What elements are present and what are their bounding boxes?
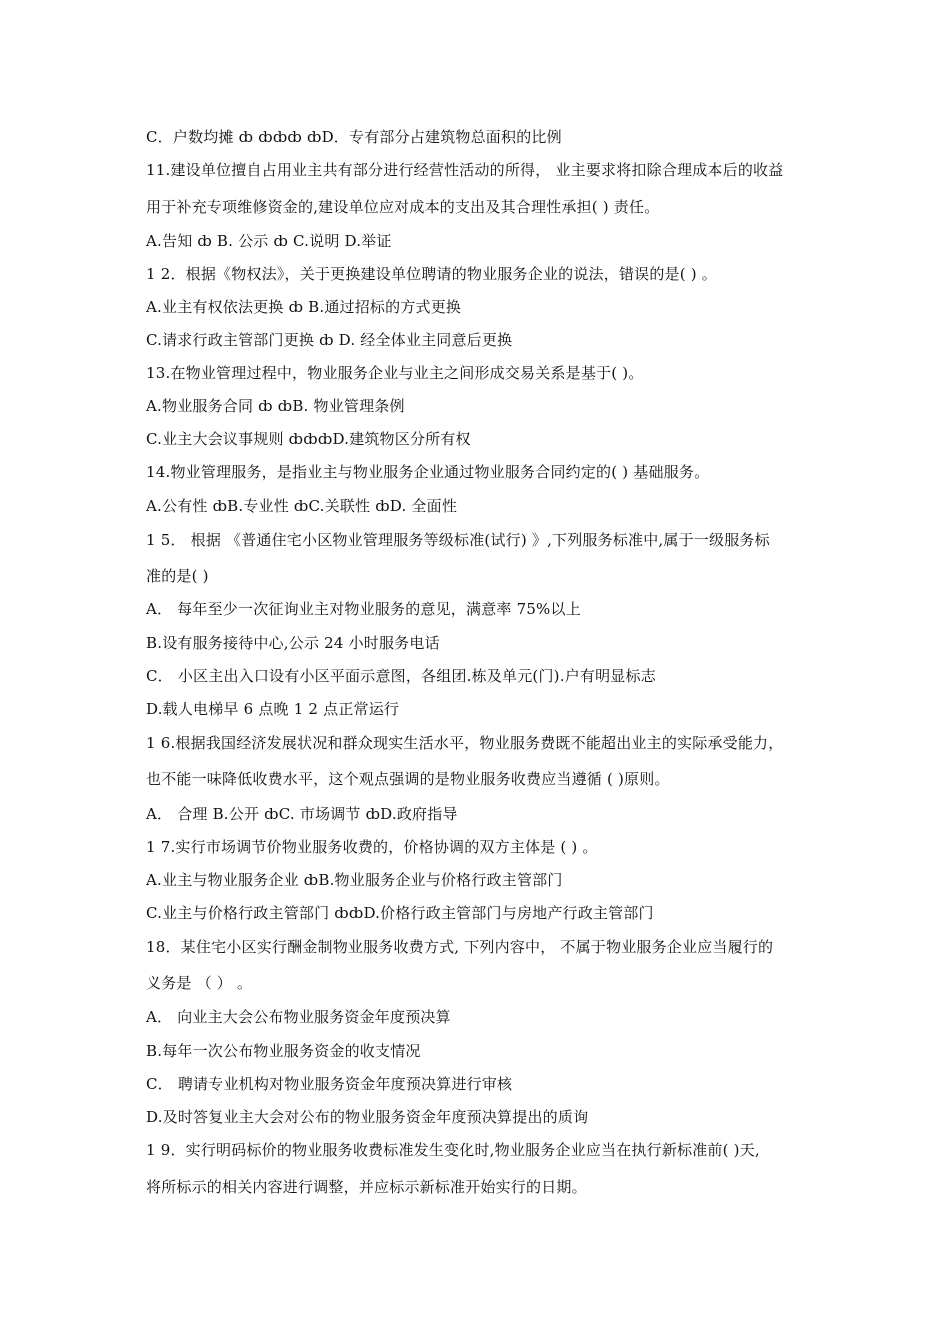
text-line: 用于补充专项维修资金的,建设单位应对成本的支出及其合理性承担( ) 责任。 <box>146 198 660 216</box>
text-line: A.业主有权依法更换 ȸ B.通过招标的方式更换 <box>146 298 462 316</box>
text-line: A.公有性 ȸB.专业性 ȸC.关联性 ȸD. 全面性 <box>146 497 458 515</box>
text-line: A． 每年至少一次征询业主对物业服务的意见，满意率 75%以上 <box>146 600 581 618</box>
text-line: D.及时答复业主大会对公布的物业服务资金年度预决算提出的质询 <box>146 1108 589 1126</box>
text-line: C.请求行政主管部门更换 ȸ D. 经全体业主同意后更换 <box>146 331 513 349</box>
text-line: 义务是 （ ） 。 <box>146 974 253 992</box>
text-line: A． 合理 B.公开 ȸC. 市场调节 ȸD.政府指导 <box>146 805 458 823</box>
text-line: B.每年一次公布物业服务资金的收支情况 <box>146 1042 421 1060</box>
text-line: 1 2．根据《物权法》，关于更换建设单位聘请的物业服务企业的说法，错误的是( ) 。 <box>146 265 717 283</box>
text-line: 1 6.根据我国经济发展状况和群众现实生活水平，物业服务费既不能超出业主的实际承受能力， <box>146 734 784 752</box>
text-line: B.设有服务接待中心,公示 24 小时服务电话 <box>146 634 440 652</box>
text-line: C． 小区主出入口设有小区平面示意图，各组团.栋及单元(门).户有明显标志 <box>146 667 656 685</box>
text-line: 11.建设单位擅自占用业主共有部分进行经营性活动的所得， 业主要求将扣除合理成本后的收益 <box>146 161 784 179</box>
text-line: 1 5． 根据 《普通住宅小区物业管理服务等级标准(试行) 》,下列服务标准中,属于一级服务标 <box>146 531 770 549</box>
text-line: C． 聘请专业机构对物业服务资金年度预决算进行审核 <box>146 1075 513 1093</box>
text-line: 1 9．实行明码标价的物业服务收费标准发生变化时,物业服务企业应当在执行新标准前( )天, <box>146 1141 760 1159</box>
text-line: 13.在物业管理过程中，物业服务企业与业主之间形成交易关系是基于( )。 <box>146 364 644 382</box>
text-line: C．户数均摊 ȸ ȸȸȸ ȸD．专有部分占建筑物总面积的比例 <box>146 128 562 146</box>
text-line: A.告知 ȸ B. 公示 ȸ C.说明 D.举证 <box>146 232 392 250</box>
text-line: 14.物业管理服务，是指业主与物业服务企业通过物业服务合同约定的( ) 基础服务。 <box>146 463 710 481</box>
text-line: 1 7.实行市场调节价物业服务收费的，价格协调的双方主体是 ( ) 。 <box>146 838 598 856</box>
text-line: A． 向业主大会公布物业服务资金年度预决算 <box>146 1008 451 1026</box>
text-line: D.载人电梯早 6 点晚 1 2 点正常运行 <box>146 700 400 718</box>
text-line: A.业主与物业服务企业 ȸB.物业服务企业与价格行政主管部门 <box>146 871 563 889</box>
text-line: A.物业服务合同 ȸ ȸB. 物业管理条例 <box>146 397 405 415</box>
text-line: 将所标示的相关内容进行调整，并应标示新标准开始实行的日期。 <box>146 1178 587 1196</box>
text-line: C.业主大会议事规则 ȸȸȸD.建筑物区分所有权 <box>146 430 471 448</box>
text-line: C.业主与价格行政主管部门 ȸȸD.价格行政主管部门与房地产行政主管部门 <box>146 904 654 922</box>
text-line: 18．某住宅小区实行酬金制物业服务收费方式, 下列内容中， 不属于物业服务企业应当履行的 <box>146 938 774 956</box>
text-line: 也不能一味降低收费水平，这个观点强调的是物业服务收费应当遵循 ( )原则。 <box>146 770 670 788</box>
text-line: 准的是( ) <box>146 567 209 585</box>
